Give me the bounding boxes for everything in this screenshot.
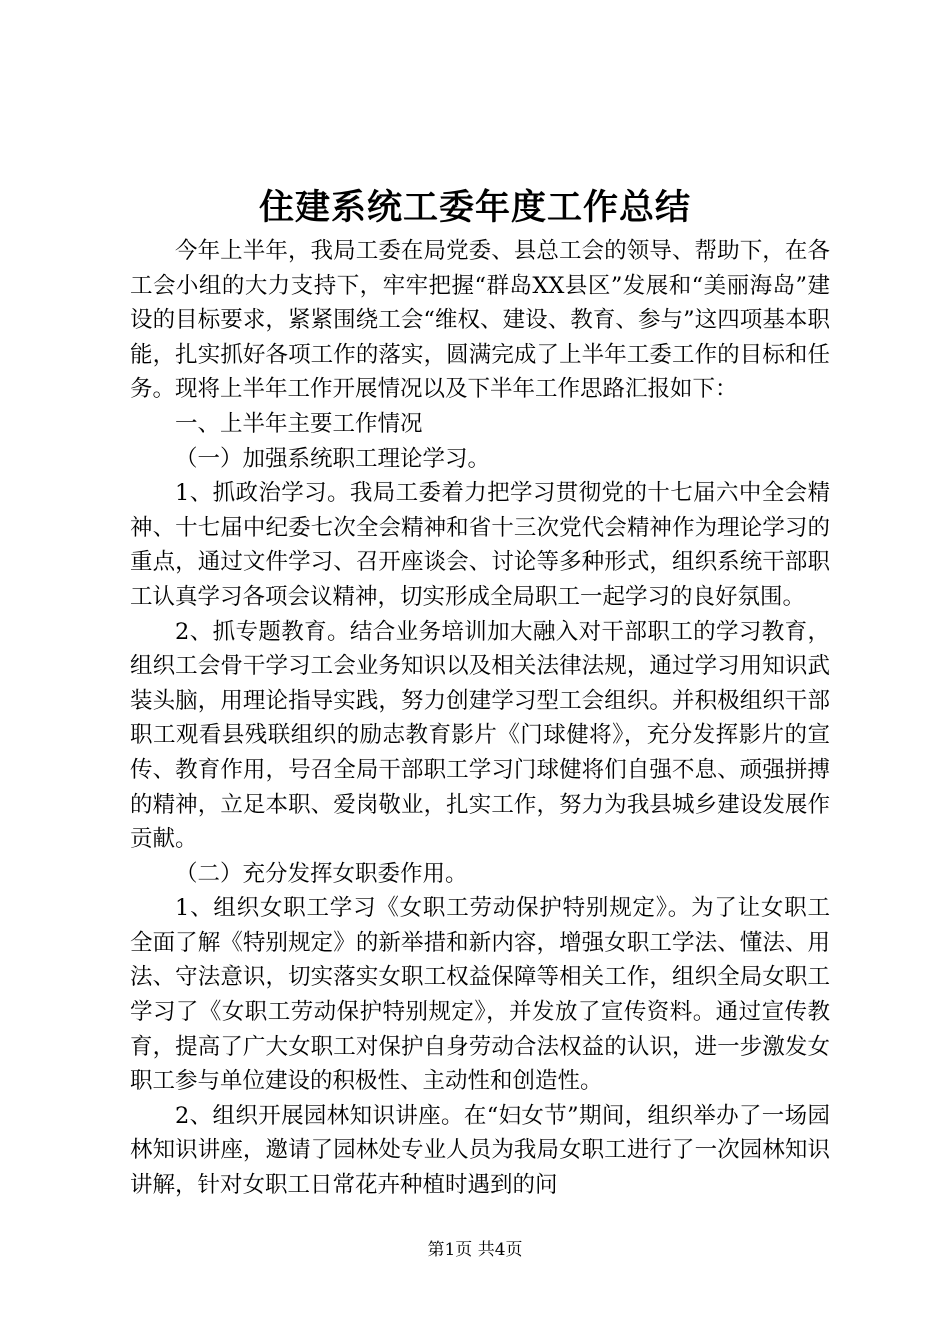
document-body [130, 234, 830, 1203]
subsection-heading-1: （一）加强系统职工理论学习。 [175, 445, 491, 472]
intro-paragraph: 今年上半年，我局工委在局党委、县总工会的领导、帮助下，在各工会小组的大力支持下，牢牢把握“群岛XX县区”发展和“美丽海岛”建设的目标要求，紧紧围绕工会“维权、建设、教育、参与”这四项基本职能，扎实抓好各项工作的落实，圆满完成了上半年工委工作的目标和任务。现将上半年工作开展情况以及下半年工作思路汇报如下： [130, 238, 830, 403]
body-paragraph: 1、组织女职工学习《女职工劳动保护特别规定》。为了让女职工全面了解《特别规定》的新举措和新内容，增强女职工学法、懂法、用法、守法意识，切实落实女职工权益保障等相关工作，组织全局女职工学习了《女职工劳动保护特别规定》，并发放了宣传资料。通过宣传教育，提高了广大女职工对保护自身劳动合法权益的认识，进一步激发女职工参与单位建设的积极性、主动性和创造性。 [130, 895, 830, 1095]
body-paragraph: 1、抓政治学习。我局工委着力把学习贯彻党的十七届六中全会精神、十七届中纪委七次全会精神和省十三次党代会精神作为理论学习的重点，通过文件学习、召开座谈会、讨论等多种形式，组织系统干部职工认真学习各项会议精神，切实形成全局职工一起学习的良好氛围。 [130, 480, 830, 610]
document-title: 住建系统工委年度工作总结 [258, 187, 691, 228]
page-number-footer: 第1页 共4页 [427, 1240, 523, 1260]
body-paragraph: 2、组织开展园林知识讲座。在“妇女节”期间，组织举办了一场园林知识讲座，邀请了园林处专业人员为我局女职工进行了一次园林知识讲解，针对女职工日常花卉种植时遇到的问 [130, 1102, 830, 1199]
subsection-heading-2: （二）充分发挥女职委作用。 [175, 860, 468, 887]
body-paragraph: 2、抓专题教育。结合业务培训加大融入对干部职工的学习教育，组织工会骨干学习工会业务知识以及相关法律法规，通过学习用知识武装头脑，用理论指导实践，努力创建学习型工会组织。并积极组织干部职工观看县残联组织的励志教育影片《门球健将》，充分发挥影片的宣传、教育作用，号召全局干部职工学习门球健将们自强不息、顽强拼搏的精神，立足本职、爱岗敬业，扎实工作，努力为我县城乡建设发展作贡献。 [130, 618, 830, 853]
section-heading-1: 一、上半年主要工作情况 [175, 410, 423, 437]
